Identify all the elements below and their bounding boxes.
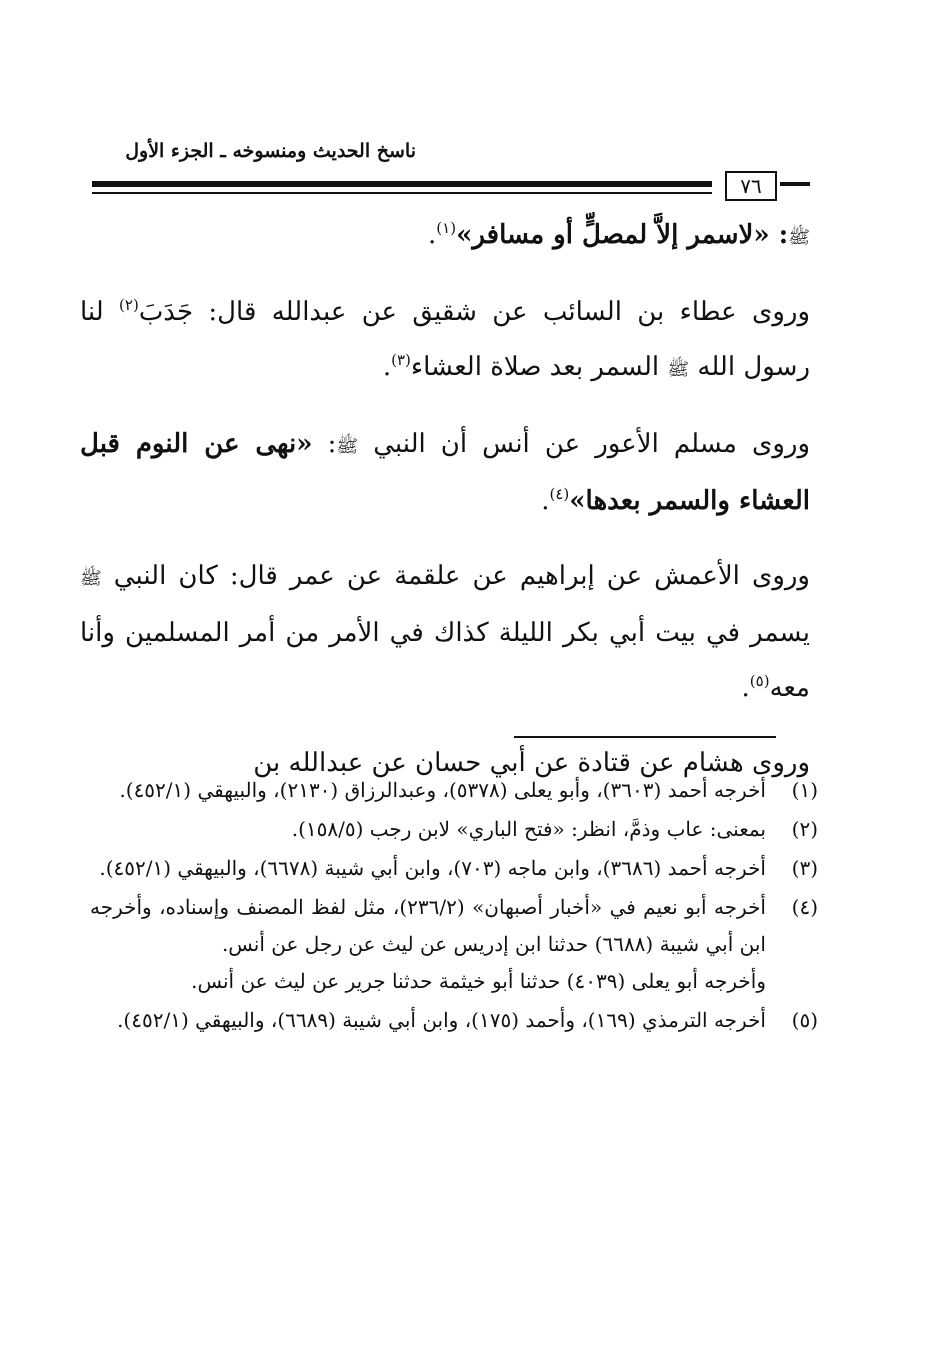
footnote <box>90 889 818 1000</box>
footnote-text <box>90 889 766 1000</box>
text-run: لنا رسول الله <box>80 297 810 382</box>
header-rule-thick <box>92 181 712 187</box>
text-run: وروى هشام عن قتادة عن أبي حسان عن عبدالله بن <box>253 748 810 778</box>
page-number-dash <box>780 182 810 186</box>
footnote-ref[interactable]: (٢) <box>119 296 139 314</box>
text-run: . <box>541 486 550 516</box>
footnote-number: (٢) <box>791 817 818 841</box>
salla-glyph: ﷺ <box>788 227 810 248</box>
footnote-text: أخرجه أحمد (٣٦٠٣)، وأبو يعلى (٥٣٧٨)، وعبدالرزاق (٢١٣٠)، والبيهقي (٤٥٢/١). <box>119 778 766 802</box>
text-run: السمر بعد صلاة العشاء <box>410 352 668 382</box>
footnote <box>90 811 818 848</box>
footnote-text: أخرجه الترمذي (١٦٩)، وأحمد (١٧٥)، وابن أبي شيبة (٦٦٨٩)، والبيهقي (٤٥٢/١). <box>117 1008 766 1032</box>
text-run: . <box>741 673 750 703</box>
header-rule-thin <box>92 192 712 194</box>
text-run: وروى مسلم الأعور عن أنس أن النبي <box>358 429 810 459</box>
footnote <box>90 772 818 809</box>
footnote-ref[interactable]: (١) <box>436 219 457 237</box>
main-text <box>80 208 810 811</box>
paragraph-3 <box>80 417 810 529</box>
paragraph-4 <box>80 549 810 716</box>
footnote-separator <box>514 736 776 738</box>
paragraph-2 <box>80 285 810 397</box>
footnotes <box>90 772 818 1041</box>
text-run: وروى عطاء بن السائب عن شقيق عن عبدالله قال: جَدَبَ <box>138 297 810 327</box>
footnote-text: أخرجه أحمد (٣٦٨٦)، وابن ماجه (٧٠٣)، وابن أبي شيبة (٦٦٧٨)، والبيهقي (٤٥٢/١). <box>99 856 766 880</box>
salla-glyph: ﷺ <box>80 568 102 589</box>
footnote-number: (٤) <box>791 895 818 919</box>
text-run: . <box>382 352 392 382</box>
hadith-quote: «نهى عن النوم قبل العشاء والسمر بعدها» <box>80 429 810 516</box>
salla-glyph: ﷺ <box>336 436 359 457</box>
paragraph-1 <box>80 208 810 265</box>
running-header-title: ناسخ الحديث ومنسوخه ـ الجزء الأول <box>125 140 416 162</box>
text-run: : <box>312 429 337 459</box>
footnote-number: (٥) <box>791 1008 818 1032</box>
footnote-text: بمعنى: عاب وذمَّ، انظر: «فتح الباري» لابن رجب (١٥٨/٥). <box>291 817 766 841</box>
text-run: . <box>428 220 437 250</box>
footnote <box>90 1002 818 1039</box>
footnote-ref[interactable]: (٥) <box>749 672 770 690</box>
footnote-number: (٣) <box>791 856 818 880</box>
text-run: يسمر في بيت أبي بكر الليلة كذاك في الأمر من أمر المسلمين وأنا معه <box>80 618 810 703</box>
page-number: ٧٦ <box>725 171 777 201</box>
footnote-number: (١) <box>791 778 818 802</box>
footnote <box>90 850 818 887</box>
footnote-ref[interactable]: (٤) <box>549 485 570 503</box>
hadith-quote: : «لاسمر إلاَّ لمصلٍّ أو مسافر» <box>456 220 789 250</box>
text-run: وروى الأعمش عن إبراهيم عن علقمة عن عمر قال: كان النبي <box>101 561 810 591</box>
footnote-ref[interactable]: (٣) <box>391 351 411 369</box>
footnote-line: وأخرجه أبو يعلى (٤٠٣٩) حدثنا أبو خيثمة حدثنا جرير عن ليث عن أنس. <box>191 969 766 993</box>
footnote-line: أخرجه أبو نعيم في «أخبار أصبهان» (٢٣٦/٢)، مثل لفظ المصنف وإسناده، وأخرجه ابن أبي شيبة (٦٦٨٨) حدثنا ابن إدريس عن ليث عن رجل عن أنس. <box>90 895 766 956</box>
salla-glyph: ﷺ <box>667 359 690 380</box>
